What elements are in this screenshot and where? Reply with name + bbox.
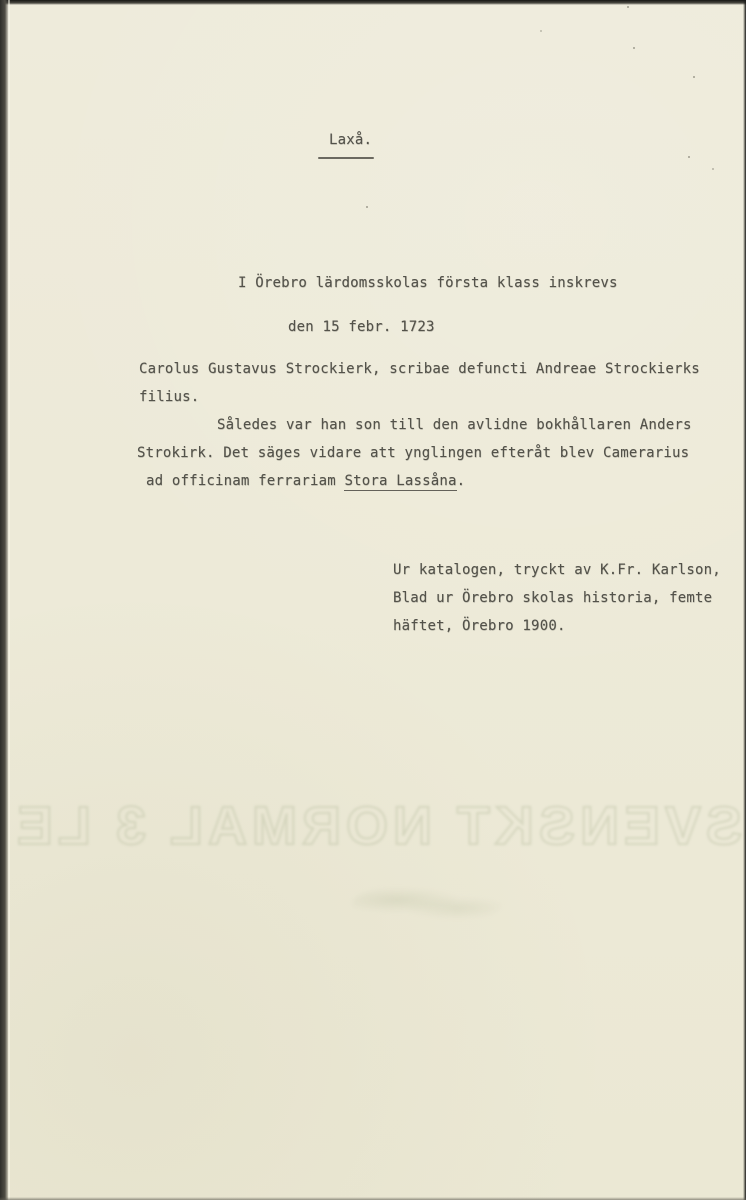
bleedthrough-watermark: SVENSKT NORMAL 3 LE [11, 796, 742, 856]
body-line-text: ad officinam ferrariam [146, 473, 345, 489]
dust-speck [712, 168, 714, 170]
body-line: I Örebro lärdomsskolas första klass inskrevs [238, 275, 618, 291]
dust-speck [693, 76, 695, 78]
dust-speck [633, 47, 635, 49]
scan-edge-top [0, 0, 746, 5]
dust-speck [688, 156, 690, 158]
body-line [146, 473, 465, 489]
body-line: Strokirk. Det säges vidare att ynglingen efteråt blev Camerarius [137, 445, 690, 461]
bleedthrough-smudge [352, 884, 502, 924]
citation-line: häftet, Örebro 1900. [393, 618, 566, 634]
citation-line: Blad ur Örebro skolas historia, femte [393, 590, 713, 606]
body-line: filius. [139, 389, 200, 405]
body-line-text: . [456, 473, 466, 489]
dust-speck [366, 206, 368, 208]
body-line: Carolus Gustavus Strockierk, scribae defuncti Andreae Strockierks [139, 361, 700, 377]
body-line: den 15 febr. 1723 [288, 319, 435, 335]
body-line: Således var han son till den avlidne bokhållaren Anders [217, 417, 692, 433]
title-underline [318, 157, 374, 159]
scan-edge-left [0, 0, 9, 1200]
scan-edge-left-highlight [8, 0, 10, 1200]
dust-speck [627, 6, 629, 8]
citation-line: Ur katalogen, tryckt av K.Fr. Karlson, [393, 562, 721, 578]
dust-speck [540, 30, 542, 32]
underlined-phrase: Stora Lassåna [344, 473, 457, 489]
page-title: Laxå. [329, 132, 373, 148]
